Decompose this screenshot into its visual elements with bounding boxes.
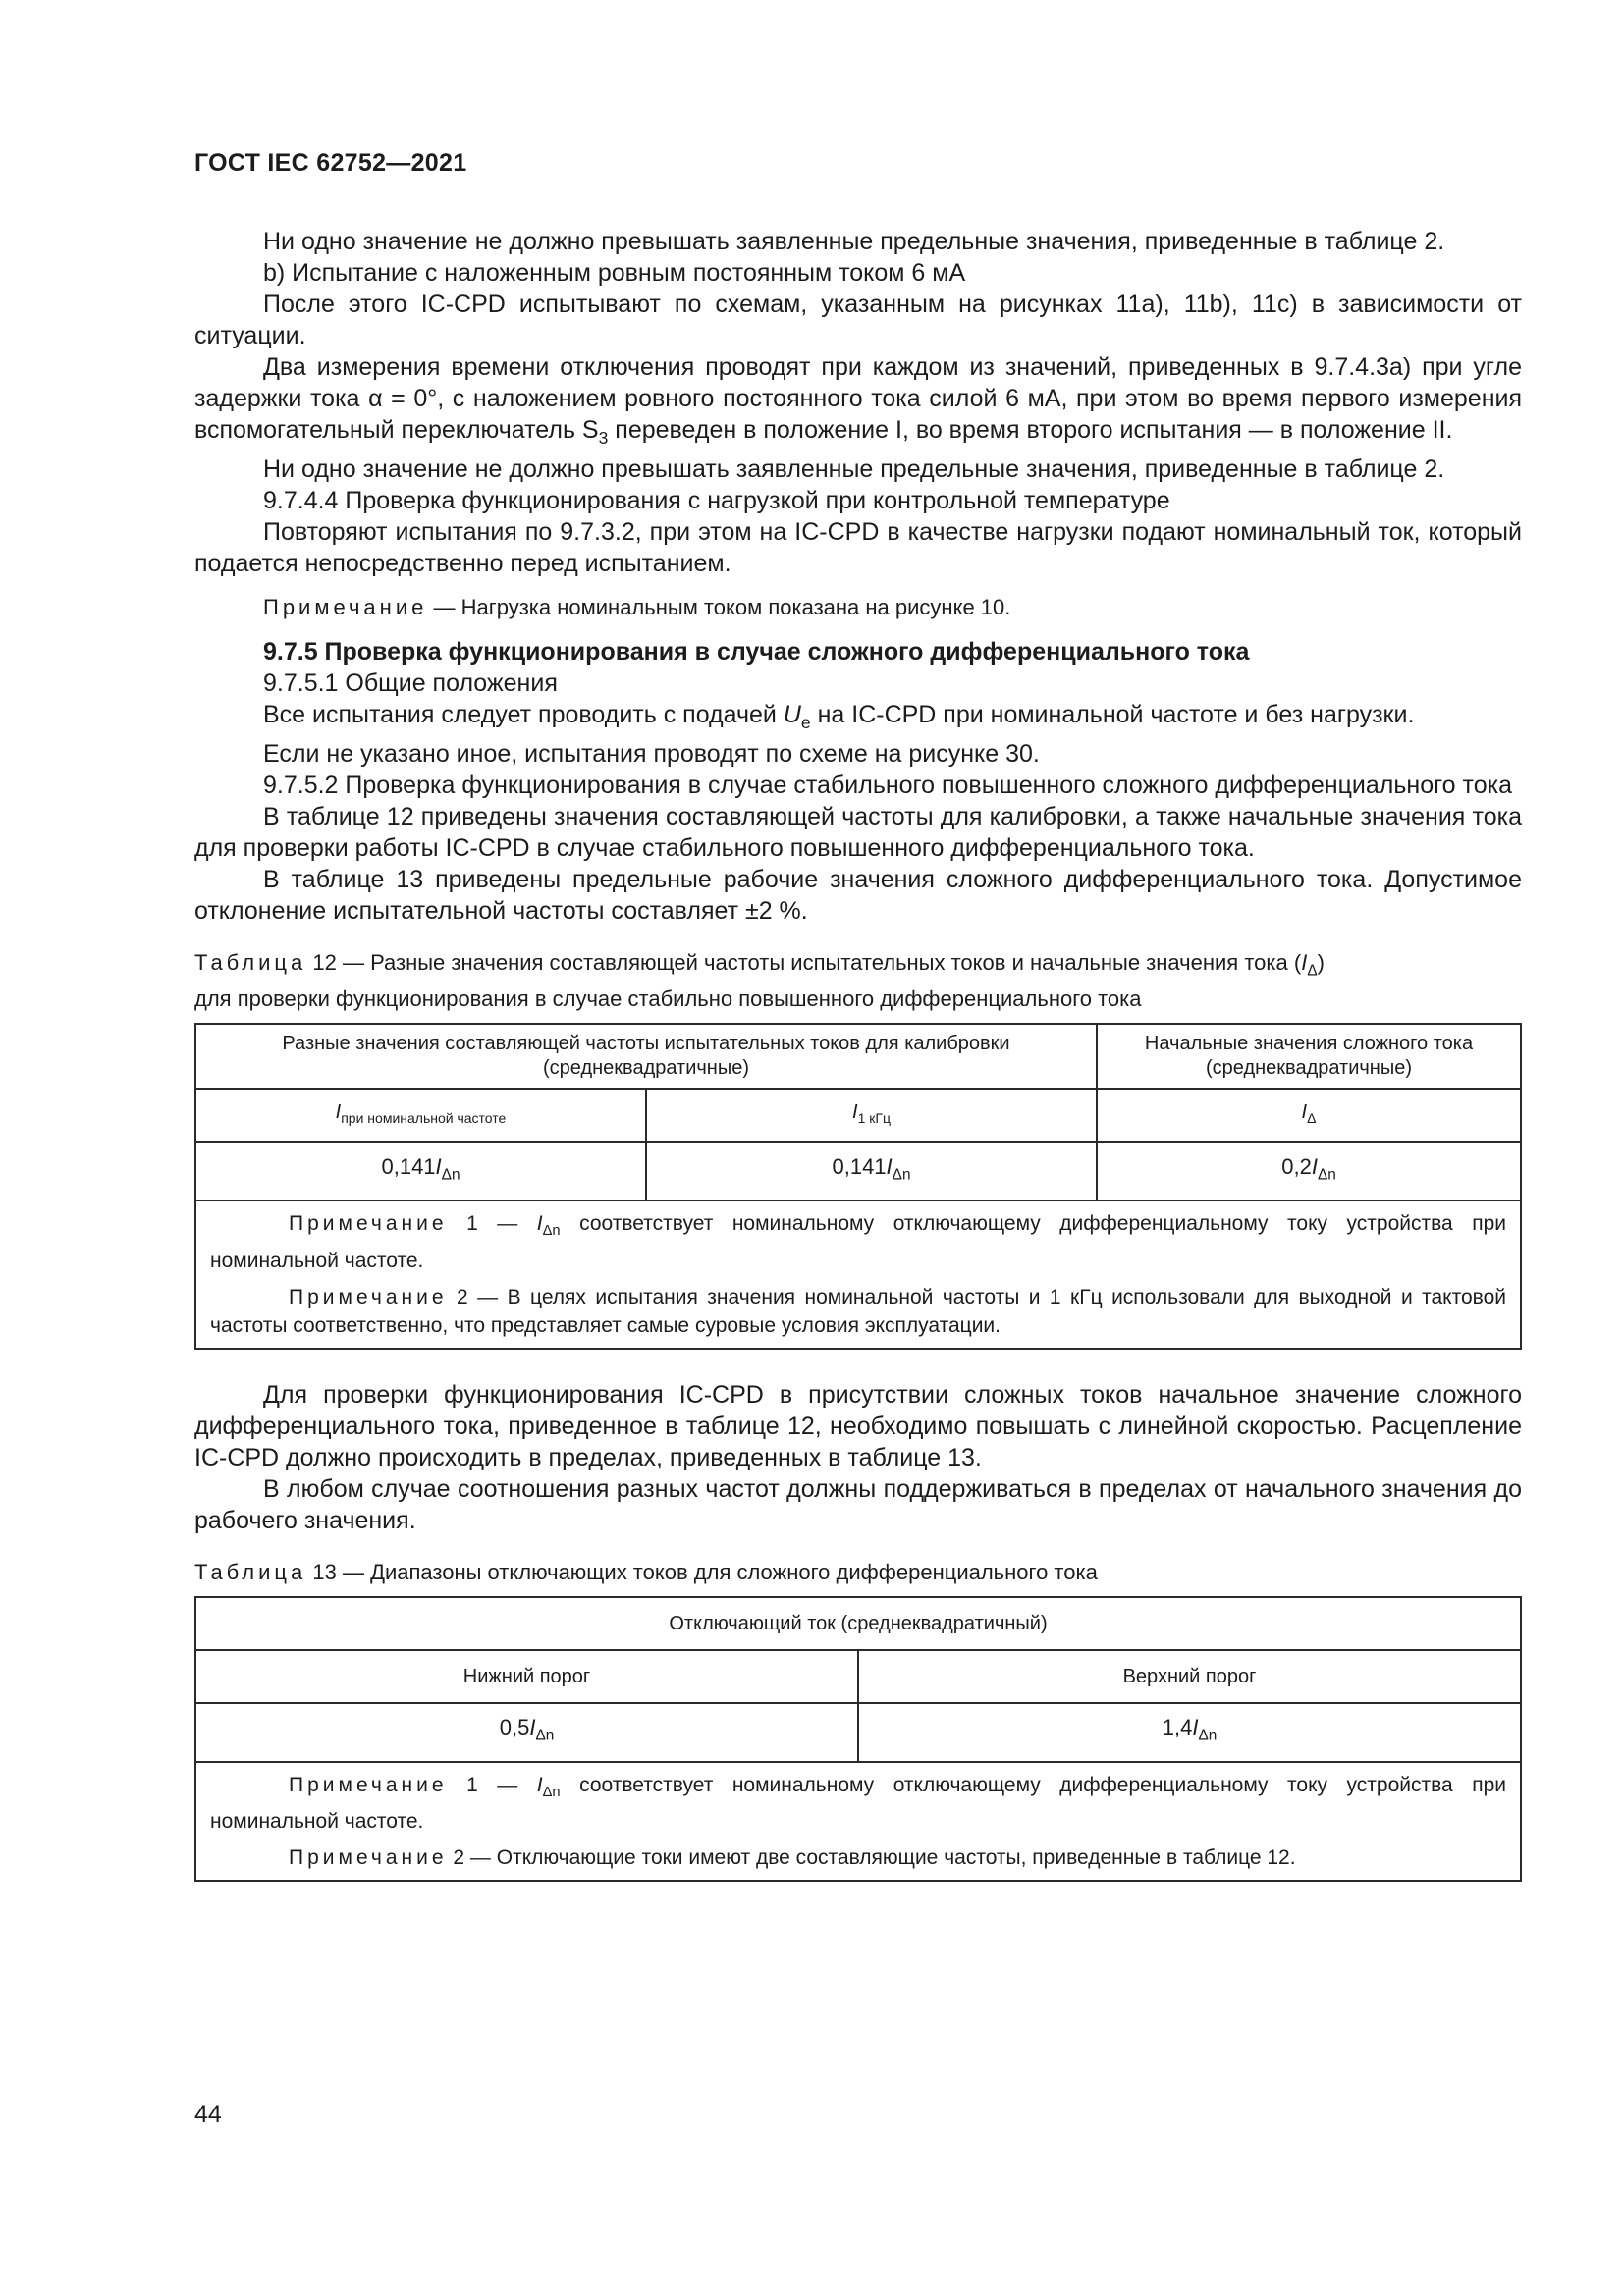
table-cell: $0,5I_{\Delta n}$ — [195, 1703, 858, 1762]
table-subheader-cell: Нижний порог — [195, 1650, 858, 1703]
table-12 — [194, 1023, 1522, 1349]
paragraph: 9.7.5.2 Проверка функционирования в случае стабильного повышенного сложного дифференциального тока — [263, 772, 1512, 799]
table-note: Примечание 1 — $I_{\Delta n}$ соответствует номинальному отключающему дифференциальному току устройства при номинальной частоте. — [210, 1773, 1506, 1833]
table-subheader-cell: $I_{1 кГц}$ — [646, 1089, 1097, 1142]
document-body — [194, 226, 1522, 1882]
table-13-caption: Таблица 13 — Диапазоны отключающих токов для сложного дифференциального тока — [194, 1559, 1098, 1584]
paragraph: Для проверки функционирования IC-CPD в присутствии сложных токов начальное значение сложного дифференциального тока, приведенное в таблице 12, необходимо повышать с линейной скоростью. Расцепление IC-CPD должно происходить в пределах, приведенных в таблице 13. — [194, 1380, 1522, 1471]
page-number: 44 — [194, 2101, 222, 2128]
paragraph: Все испытания следует проводить с подачей $U_e$ на IC-CPD при номинальной частоте и без нагрузки. — [263, 701, 1415, 732]
table-13 — [194, 1596, 1522, 1882]
paragraph: b) Испытание с наложенным ровным постоянным током 6 мА — [263, 259, 966, 287]
paragraph: Ни одно значение не должно превышать заявленные предельные значения, приведенные в таблице 2. — [263, 455, 1445, 483]
paragraph: Если не указано иное, испытания проводят по схеме на рисунке 30. — [263, 740, 1040, 768]
paragraph: Два измерения времени отключения проводят при каждом из значений, приведенных в 9.7.4.3а) при угле задержки тока α = 0°, с наложением ровного постоянного тока силой 6 мА, при этом во время первого измерения вспомогательный переключатель $S_3$ переведен в положение I, во время второго испытания — в положение II. — [194, 353, 1522, 448]
table-cell: $0,141I_{\Delta n}$ — [195, 1142, 646, 1201]
table-header-cell: Отключающий ток (среднеквадратичный) — [195, 1597, 1521, 1650]
table-note: Примечание 2 — В целях испытания значения номинальной частоты и 1 кГц использовали для выходной и тактовой частоты соответственно, что представляет самые суровые условия эксплуатации. — [210, 1285, 1506, 1337]
paragraph: Ни одно значение не должно превышать заявленные предельные значения, приведенные в таблице 2. — [263, 228, 1445, 255]
table-note: Примечание 2 — Отключающие токи имеют две составляющие частоты, приведенные в таблице 12. — [289, 1845, 1296, 1869]
table-header-cell: Начальные значения сложного тока (среднеквадратичные) — [1097, 1024, 1521, 1089]
table-note: Примечание 1 — $I_{\Delta n}$ соответствует номинальному отключающему дифференциальному току устройства при номинальной частоте. — [210, 1212, 1506, 1272]
table-subheader-cell: Верхний порог — [858, 1650, 1521, 1703]
paragraph: Повторяют испытания по 9.7.3.2, при этом на IC-CPD в качестве нагрузки подают номинальный ток, который подается непосредственно перед испытанием. — [194, 518, 1522, 577]
paragraph: В таблице 12 приведены значения составляющей частоты для калибровки, а также начальные значения тока для проверки работы IC-CPD в случае стабильного повышенного дифференциального тока. — [194, 803, 1522, 862]
paragraph: 9.7.4.4 Проверка функционирования с нагрузкой при контрольной температуре — [263, 487, 1170, 514]
table-cell: $0,141I_{\Delta n}$ — [646, 1142, 1097, 1201]
paragraph: После этого IC-CPD испытывают по схемам, указанным на рисунках 11а), 11b), 11c) в зависимости от ситуации. — [194, 291, 1522, 349]
table-notes — [195, 1762, 1521, 1881]
table-subheader-cell: $I_\Delta$ — [1097, 1089, 1521, 1142]
table-notes — [195, 1201, 1521, 1348]
paragraph: 9.7.5.1 Общие положения — [263, 669, 558, 697]
table-12-caption: Таблица 12 — Разные значения составляющей частоты испытательных токов и начальные значения тока $(I_\Delta)$ для проверки функционирования в случае стабильно повышенного дифференциального тока — [194, 950, 1325, 1012]
paragraph: В таблице 13 приведены предельные рабочие значения сложного дифференциального тока. Допустимое отклонение испытательной частоты составляет ±2 %. — [194, 866, 1522, 925]
paragraph: В любом случае соотношения разных частот должны поддерживаться в пределах от начального значения до рабочего значения. — [194, 1474, 1522, 1534]
document-header: ГОСТ IEC 62752—2021 — [194, 149, 467, 177]
table-cell: $1,4I_{\Delta n}$ — [858, 1703, 1521, 1762]
note: Примечание — Нагрузка номинальным током показана на рисунке 10. — [263, 595, 1011, 619]
table-header-cell: Разные значения составляющей частоты испытательных токов для калибровки (среднеквадратичные) — [195, 1024, 1097, 1089]
table-cell: $0,2I_{\Delta n}$ — [1097, 1142, 1521, 1201]
section-heading: 9.7.5 Проверка функционирования в случае сложного дифференциального тока — [263, 638, 1250, 666]
table-subheader-cell: $I_{при номинальной частоте}$ — [195, 1089, 646, 1142]
